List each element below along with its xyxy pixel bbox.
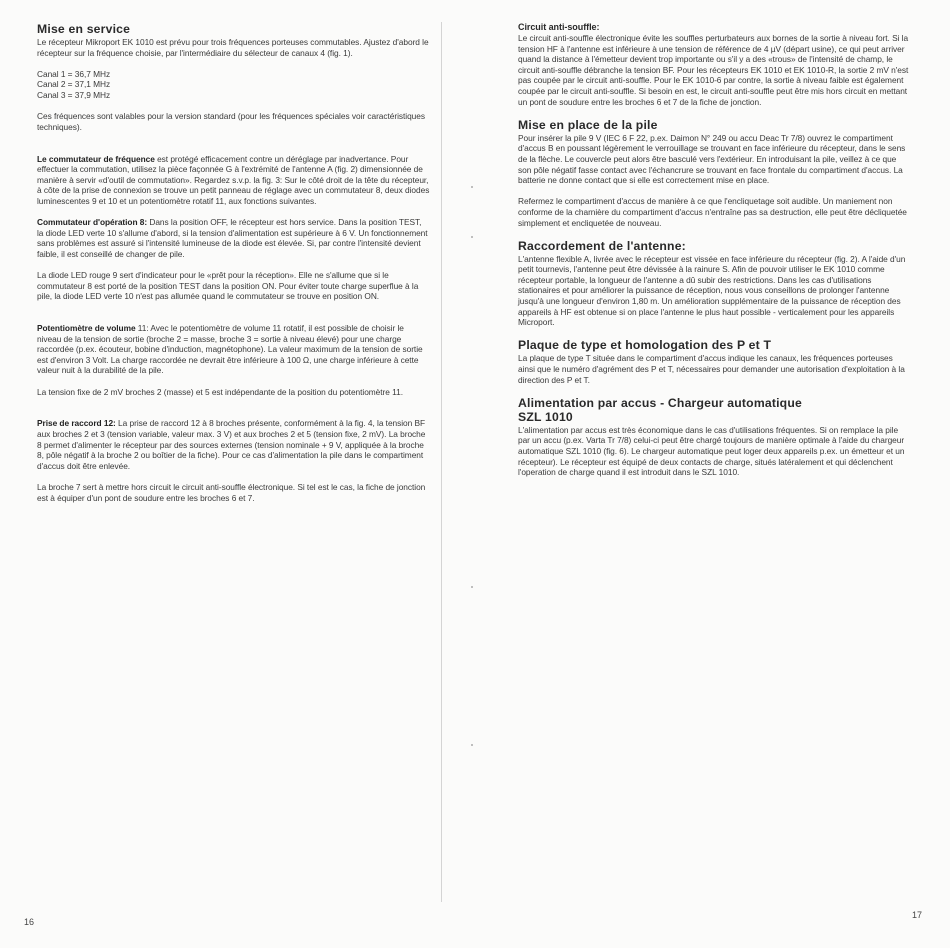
margin-mark	[471, 744, 473, 746]
section-title-raccordement-antenne: Raccordement de l'antenne:	[518, 238, 686, 253]
paragraph-raccordement-antenne: L'antenne flexible A, livrée avec le récepteur est vissée en face inférieure du récepteur (fig. 2). A l'aide d'un petit tournevis, l'antenne peut être dévissée à la rainure S. Afin de pouvoir utiliser le EK 1010 comme récepteur portable, la longueur de l'antenne a dû subir des restrictions. Dans les cas d'utilisations stationaires et pour améliorer la puissance de réception, nous vous conseillons de prolonger l'antenne jusqu'à une longueur d'environ 1,80 m. Un amélioration supplémentaire de la puissance de réception des appareils à HF est obtenue si on place l'antenne le plus haut possible - verticalement pour les appareils Microport.	[518, 253, 906, 328]
paragraph-circuit-anti-souffle: Le circuit anti-souffle électronique évite les souffles perturbateurs aux bornes de la sortie à niveau fort. Si la tension HF à l'antenne est inférieure à une tension de référence de 4 µV (départ usine), ce qui peut arriver quand la distance à l'émetteur devient trop importante ou s'il y a des «trous» de l'intensité de champ, le circuit anti-souffle débranche la tension BF. Pour les récepteurs EK 1010 et EK 1010-R, la sortie 2 mV n'est pas coupée par le circuit anti-souffle. Pour le EK 1010-6 par contre, la sortie à niveau faible est également coupée par le circuit anti-souffle. Si besoin en est, le circuit anti-souffle peut être mis hors circuit en mettant un pont de soudure entre les broches 6 et 7 de la fiche de jonction.	[518, 33, 909, 107]
page-number-right: 17	[912, 910, 923, 920]
section-title-plaque-type: Plaque de type et homologation des P et T	[518, 338, 772, 353]
paragraph-broche-7: La broche 7 sert à mettre hors circuit le circuit anti-souffle électronique. Si tel est le cas, la fiche de jonction est à équiper d'un pont de soudure entre les broches 6 et 7.	[37, 481, 426, 503]
paragraph-alimentation: L'alimentation par accus est très économique dans le cas d'utilisations fréquentes. Si on remplace la pile par un accu (p.ex. Varta Tr 7/8) celui-ci peut être chargé toujours de manière optimale à l'aide du chargeur automatique SZL 1010 (fig. 6). Le chargeur automatique peut loger deux appareils p.ex. un émetteur et un récepteur). Le récepteur est équipé de deux contacts de charge, situés latéralement et qui déclenchent l'operation de charge quand il est introduit dans le SZL 1010.	[518, 424, 905, 478]
term-potentiometre: Potentiomètre de volume	[37, 323, 136, 334]
margin-mark	[471, 236, 473, 238]
page-number-left: 16	[24, 917, 35, 927]
section-title-mise-en-place-pile: Mise en place de la pile	[518, 117, 658, 132]
frequency-canal-3: Canal 3 = 37,9 MHz	[37, 89, 111, 100]
paragraph-mise-en-place-pile: Pour insérer la pile 9 V (IEC 6 F 22, p.ex. Daimon N° 249 ou accu Deac Tr 7/8) ouvrez le compartiment d'accus B en poussant légèrement le verrouillage se trouvant en face inférieure du récepteur, dans le sens de la flèche. Le couvercle peut alors être basculé vers l'extérieur. En introduisant la pile, veillez à ce que son pôle négatif fasse contact avec l'échancrure se trouvant en face frontale du compartiment d'accus. La batterie ne donne contact que si elle est correctement mise en place.	[518, 132, 906, 186]
column-divider	[441, 22, 442, 902]
frequency-list	[37, 69, 430, 101]
paragraph-plaque-type: La plaque de type T située dans le compartiment d'accus indique les canaux, les fréquences porteuses ainsi que le numéro d'agrément des P et T, nécessaires pour demander une autorisation d'exploitation à la direction des P et T.	[518, 353, 905, 385]
term-commutateur-frequence: Le commutateur de fréquence	[37, 153, 155, 164]
paragraph-potentiometre: Potentiomètre de volume 11: Avec le potentiomètre de volume 11 rotatif, il est possible de choisir le niveau de la tension de sortie (broche 2 = masse, broche 3 = sortie à niveau élevé) pour une charge raccordée (p.ex. écouteur, bobine d'induction, magnétophone). La valeur maximum de la tension de sortie est d'environ 3 Volt. La charge raccordée ne devrait être inférieure à 100 Ω, une charge inférieure à cette valeur nuit à la durabilité de la pile.	[37, 323, 423, 376]
section-title-circuit-anti-souffle: Circuit anti-souffle:	[518, 22, 600, 32]
frequency-canal-1: Canal 1 = 36,7 MHz	[37, 68, 111, 79]
margin-mark	[471, 586, 473, 588]
paragraph-refermez: Refermez le compartiment d'accus de manière à ce que l'encliquetage soit audible. Un maniement non conforme de la charnière du compartiment d'accus n'entraîne pas sa destruction, elle peut être décliquetée simplement et encliquetée de nouveau.	[518, 196, 907, 228]
term-commutateur-operation: Commutateur d'opération 8:	[37, 217, 148, 228]
section-title-mise-en-service: Mise en service	[37, 22, 131, 36]
paragraph-frequences: Ces fréquences sont valables pour la version standard (pour les fréquences spéciales voir caractéristiques techniques).	[37, 111, 425, 132]
paragraph-commutateur-frequence: Le commutateur de fréquence est protégé efficacement contre un déréglage par inadvertance. Pour effectuer la commutation, utilisez la pièce façonnée G à l'extrémité de l'antenne A (fig. 2) dimensionnée de manière à servir «d'outil de commutation». Regardez s.v.p. la fig. 3: Sur le côté droit de la tête du récepteur, à côte de la prise de connexion se trouve un petit panneau de réglage avec un commutateur 8, deux diodes luminescentes 9 et 10 et un potentiomètre rotatif 11, aux fonctions suivantes.	[37, 153, 430, 206]
paragraph-commutateur-operation: Commutateur d'opération 8: Dans la position OFF, le récepteur est hors service. Dans la position TEST, la diode LED verte 10 s'allume d'abord, si la tension d'alimentation est supérieure à 6 V. Un fonctionnement sans problèmes est assuré si l'intensité lumineuse de la diode est élevée. Si, par contre l'intensité devient faible, il est conseillé de changer de pile.	[37, 217, 428, 259]
paragraph-diode-led: La diode LED rouge 9 sert d'indicateur pour le «prêt pour la réception». Elle ne s'allume que si le commutateur 8 est porté de la position TEST dans la position ON. Pour éviter toute charge superflue à la pile, la diode LED verte 10 n'est pas allumée quand le commutateur se trouve en position ON.	[37, 270, 419, 302]
paragraph-prise-raccord: Prise de raccord 12: La prise de raccord 12 à 8 broches présente, conformément à la fig. 4, la tension BF aux broches 2 et 3 (tension variable, valeur max. 3 V) et aux broches 2 et 5 (tension fixe, 2 mV). La broche 8 permet d'alimenter le récepteur par des sources externes (tension nominale + 9 V, appliquée à la broche 8, pôle négatif à la broche 2 ou boîtier de la fiche). Pour ce cas d'alimentation la pile dans le compartiment d'accus doit être enlevée.	[37, 418, 426, 471]
left-column	[37, 22, 430, 514]
paragraph-intro: Le récepteur Mikroport EK 1010 est prévu pour trois fréquences porteuses commutables. Ajustez d'abord le récepteur sur la fréquence choisie, par l'intermédiaire du sélecteur de canaux 4 (fig. 1).	[37, 37, 429, 58]
frequency-canal-2: Canal 2 = 37,1 MHz	[37, 79, 111, 90]
paragraph-tension-fixe: La tension fixe de 2 mV broches 2 (masse) et 5 est indépendante de la position du potentiomètre 11.	[37, 386, 403, 397]
term-prise-raccord: Prise de raccord 12:	[37, 418, 116, 429]
right-column	[518, 22, 910, 488]
section-title-alimentation: Alimentation par accus - Chargeur automatique SZL 1010	[518, 395, 802, 424]
margin-mark	[471, 186, 473, 188]
